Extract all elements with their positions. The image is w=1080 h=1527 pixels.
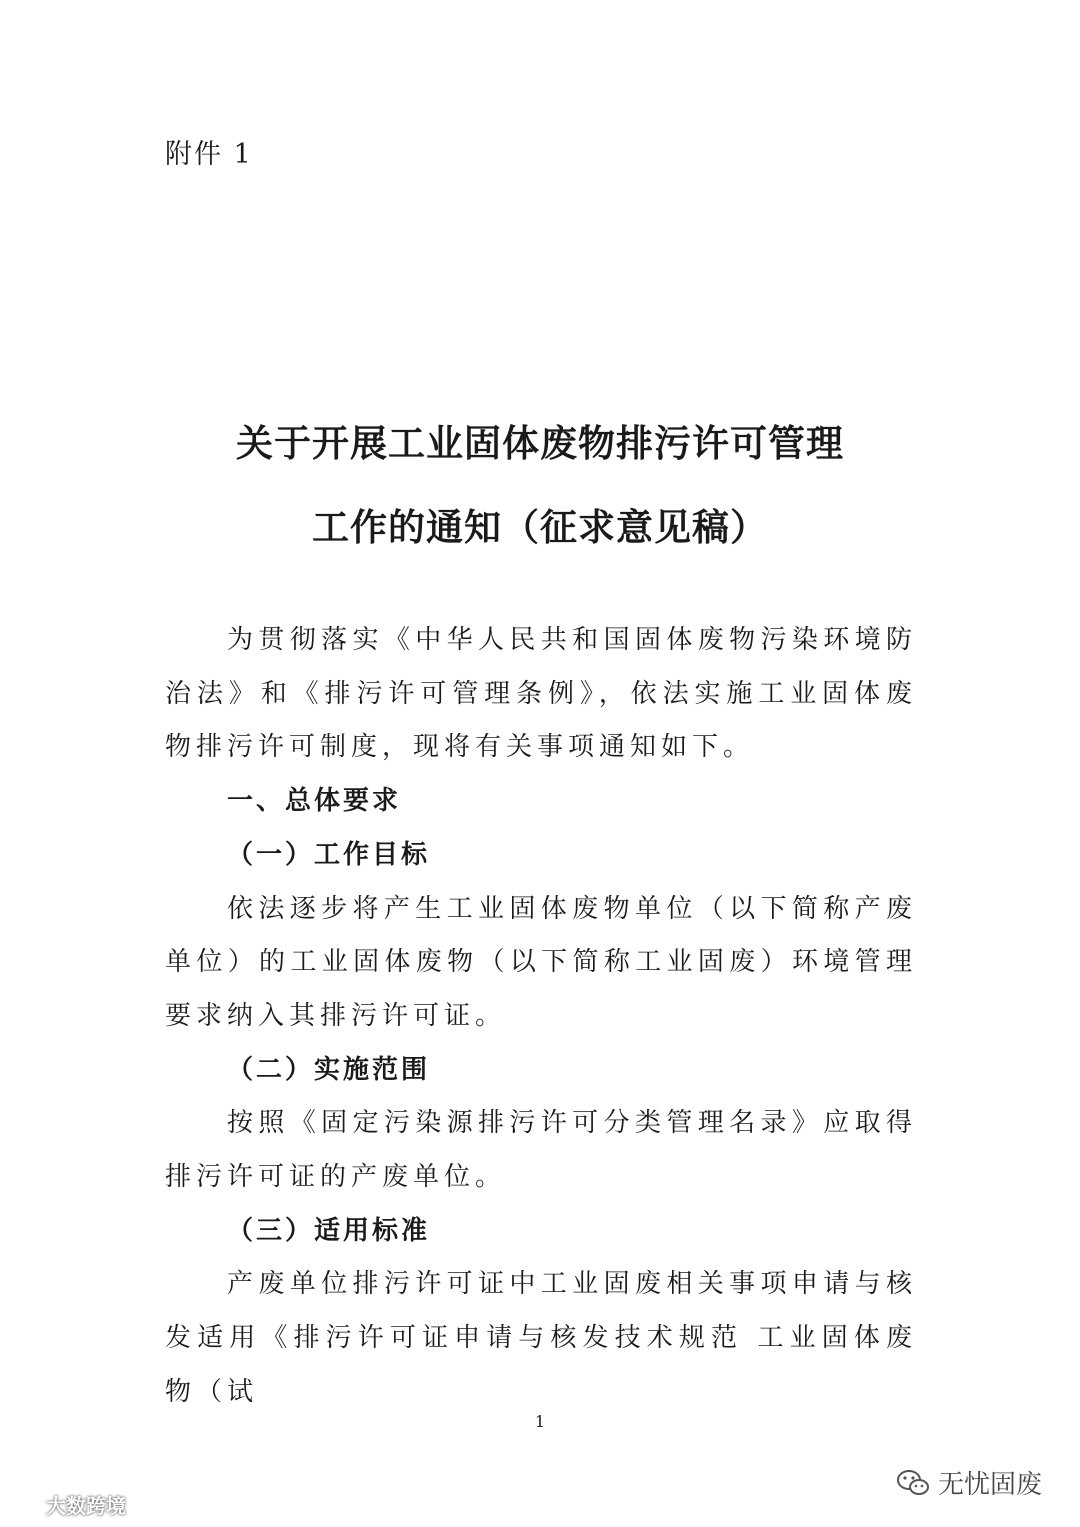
subsection-2-heading: （二）实施范围 [227, 1054, 431, 1085]
subsection-1-heading: （一）工作目标 [227, 839, 431, 870]
wechat-logo-icon [896, 1468, 930, 1498]
watermark-right [896, 1464, 1042, 1501]
subsection-2-paragraph: 按照《固定污染源排污许可分类管理名录》应取得排污许可证的产废单位。 [165, 1108, 917, 1193]
watermark-left [6, 1490, 126, 1519]
intro-paragraph: 为贯彻落实《中华人民共和国固体废物污染环境防治法》和《排污许可管理条例》，依法实施工业固体废物排污许可制度，现将有关事项通知如下。 [165, 625, 917, 763]
watermark-left-text: 大数跨境 [46, 1494, 126, 1518]
page-number: 1 [534, 1412, 546, 1431]
document-body [165, 614, 917, 1420]
weibo-logo-icon [6, 1494, 40, 1516]
section-1-heading: 一、总体要求 [227, 786, 402, 817]
document-title-line-1: 关于开展工业固体废物排污许可管理 [236, 422, 844, 465]
subsection-3-heading: （三）适用标准 [227, 1215, 431, 1246]
document-title-line-2: 工作的通知（征求意见稿） [312, 506, 768, 549]
subsection-1-paragraph: 依法逐步将产生工业固体废物单位（以下简称产废单位）的工业固体废物（以下简称工业固废）环境管理要求纳入其排污许可证。 [165, 893, 917, 1031]
attachment-label: 附件 1 [165, 139, 253, 170]
watermark-right-text: 无忧固废 [938, 1470, 1043, 1500]
subsection-3-paragraph: 产废单位排污许可证中工业固废相关事项申请与核发适用《排污许可证申请与核发技术规范 工业固体废物（试 [165, 1269, 917, 1407]
